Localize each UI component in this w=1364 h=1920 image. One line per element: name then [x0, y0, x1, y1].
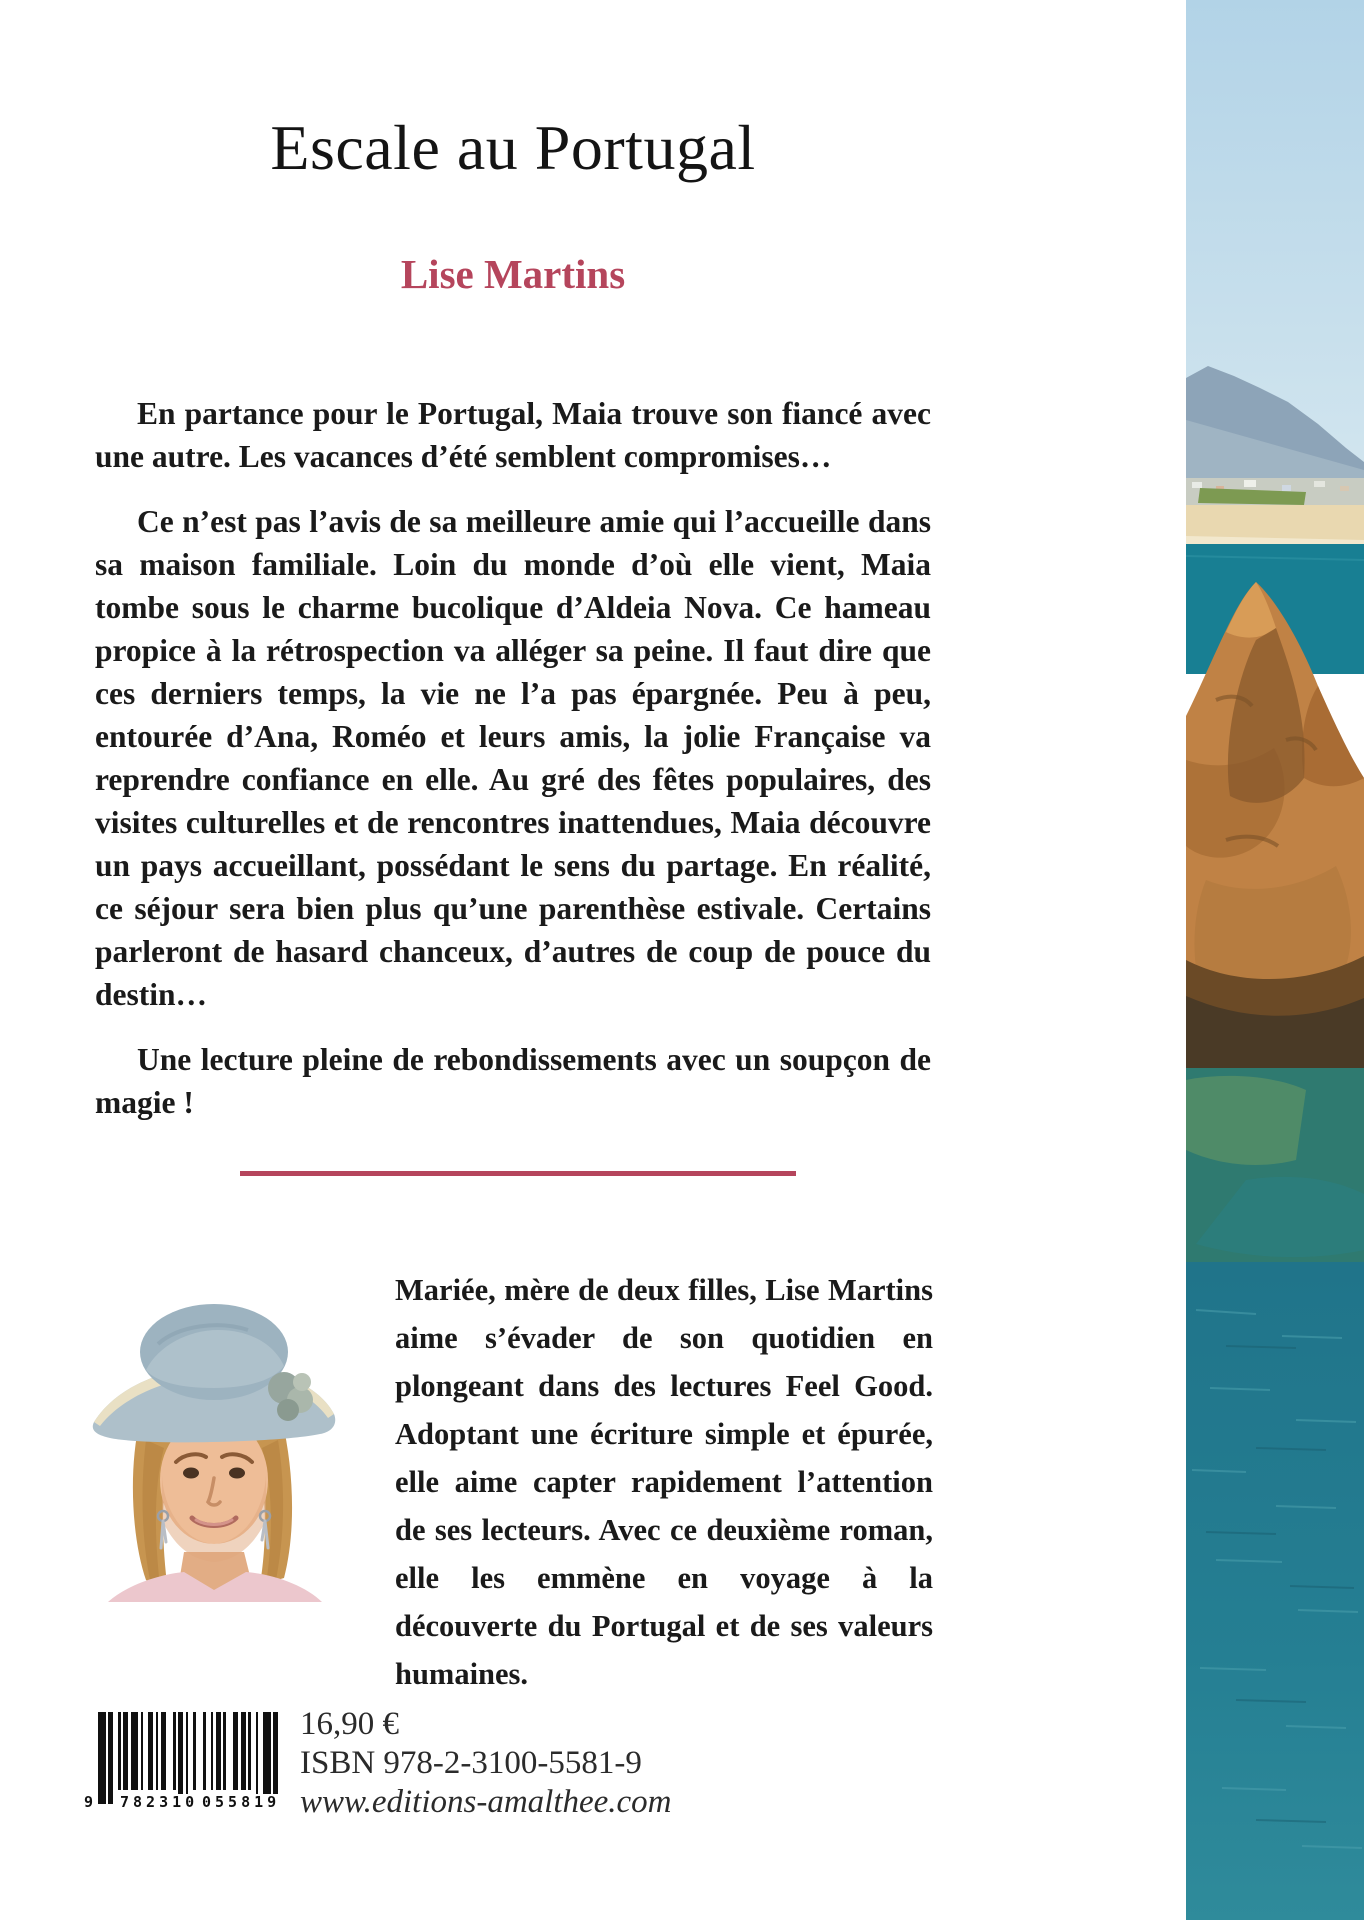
author-bio: Mariée, mère de deux filles, Lise Martins aime s’évader de son quotidien en plongeant dans des lectures Feel Good. Adoptant une écriture simple et épurée, elle aime capter rapidement l’attention de ses lecteurs. Avec ce deuxième roman, elle les emmène en voyage à la découverte du Portugal et de ses valeurs humaines. — [395, 1273, 933, 1691]
red-divider-line — [240, 1171, 796, 1176]
cover-photo-strip — [1186, 0, 1364, 1920]
isbn: ISBN 978-2-3100-5581-9 — [300, 1745, 642, 1781]
synopsis-paragraph-2: Ce n’est pas l’avis de sa meilleure amie qui l’accueille dans sa maison familiale. Loin du monde d’où elle vient, Maia tombe sous le charme bucolique d’Aldeia Nova. Ce hameau propice à la rétrospection va alléger sa peine. Il faut dire que ces derniers temps, la vie ne l’a pas épargnée. Peu à peu, entourée d’Ana, Roméo et leurs amis, la jolie Française va reprendre confiance en elle. Au gré des fêtes populaires, des visites culturelles et de rencontres inattendues, Maia découvre un pays accueillant, possédant le sens du partage. En réalité, ce séjour sera bien plus qu’une parenthèse estivale. Certains parleront de hasard chanceux, d’autres de coup de pouce du destin… — [95, 504, 931, 1012]
author-photo — [88, 1280, 340, 1602]
synopsis — [95, 392, 931, 1146]
publisher-website: www.editions-amalthee.com — [300, 1784, 672, 1820]
book-title: Escale au Portugal — [270, 112, 756, 183]
author-name: Lise Martins — [400, 251, 626, 297]
synopsis-tagline: Une lecture pleine de rebondissements avec un soupçon de magie ! — [95, 1042, 931, 1120]
price: 16,90 € — [300, 1706, 399, 1742]
barcode — [84, 1712, 288, 1812]
publication-info — [300, 1705, 672, 1822]
barcode-digits-right: 055819 — [202, 1793, 281, 1811]
barcode-digit-lead: 9 — [84, 1793, 94, 1811]
synopsis-paragraph-1: En partance pour le Portugal, Maia trouve son fiancé avec une autre. Les vacances d’été semblent compromises… — [95, 396, 931, 474]
barcode-digits-left: 782310 — [120, 1793, 199, 1811]
